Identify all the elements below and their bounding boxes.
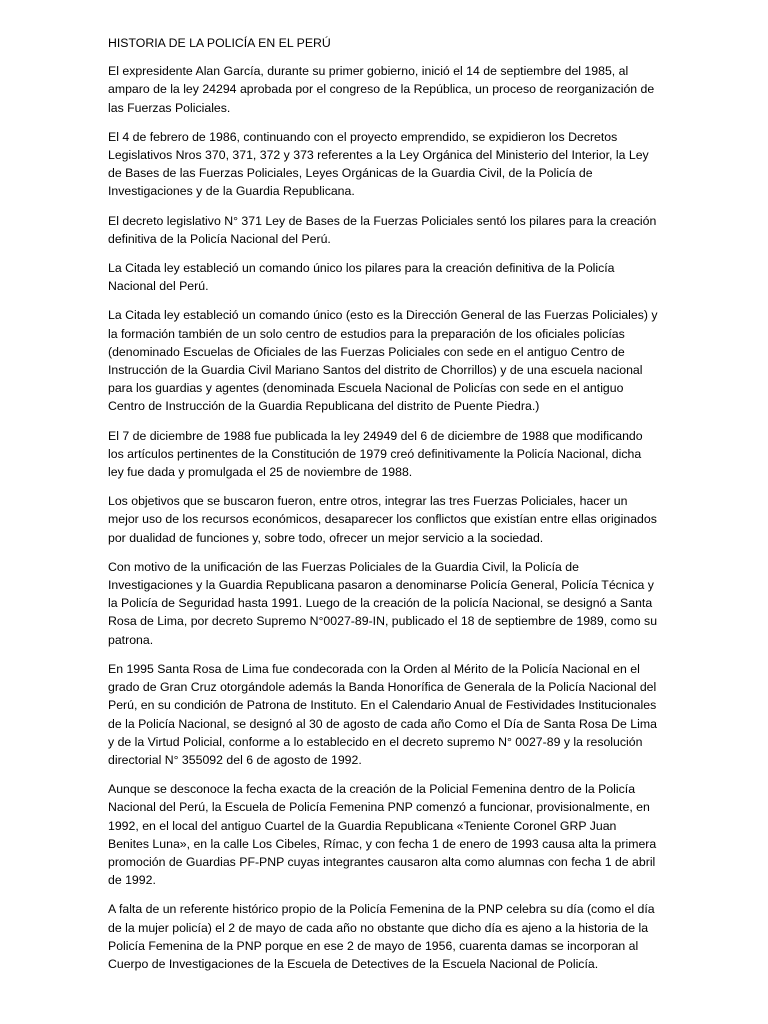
paragraph-9: En 1995 Santa Rosa de Lima fue condecorada con la Orden al Mérito de la Policía Nacional en el grado de Gran Cruz otorgándole además la Banda Honorífica de Generala de la Policía Nacional del Perú, en su condición de Patrona de Instituto. En el Calendario Anual de Festividades Institucionales de la Policía Nacional, se designó al 30 de agosto de cada año Como el Día de Santa Rosa De Lima y de la Virtud Policial, conforme a lo establecido en el decreto supremo N° 0027-89 y la resolución directorial N° 355092 del 6 de agosto de 1992. (108, 661, 657, 767)
paragraph-10: Aunque se desconoce la fecha exacta de la creación de la Policial Femenina dentro de la Policía Nacional del Perú, la Escuela de Policía Femenina PNP comenzó a funcionar, provisionalmente, en 1992, en el local del antiguo Cuartel de la Guardia Republicana «Teniente Coronel GRP Juan Benites Luna», en la calle Los Cibeles, Rímac, y con fecha 1 de enero de 1993 causa alta la primera promoción de Guardias PF-PNP cuyas integrantes causaron alta como alumnas con fecha 1 de abril de 1992. (108, 782, 657, 888)
paragraph-3: El decreto legislativo N° 371 Ley de Bases de la Fuerzas Policiales sentó los pilares para la creación definitiva de la Policía Nacional del Perú. (108, 213, 657, 246)
paragraph-1: El expresidente Alan García, durante su primer gobierno, inició el 14 de septiembre del 1985, al amparo de la ley 24294 aprobada por el congreso de la República, un proceso de reorganización de las Fuerzas Policiales. (108, 64, 655, 115)
paragraph-6: El 7 de diciembre de 1988 fue publicada la ley 24949 del 6 de diciembre de 1988 que modificando los artículos pertinentes de la Constitución de 1979 creó definitivamente la Policía Nacional, dicha ley fue dada y promulgada el 25 de noviembre de 1988. (108, 428, 643, 480)
paragraph-8: Con motivo de la unificación de las Fuerzas Policiales de la Guardia Civil, la Policía de Investigaciones y la Guardia Republicana pasaron a denominarse Policía General, Policía Técnica y la Policía de Seguridad hasta 1991. Luego de la creación de la policía Nacional, se designó a Santa Rosa de Lima, por decreto Supremo N°0027-89-IN, publicado el 18 de septiembre de 1989, como su patrona. (108, 559, 658, 647)
paragraph-7: Los objetivos que se buscaron fueron, entre otros, integrar las tres Fuerzas Policiales, hacer un mejor uso de los recursos económicos, desaparecer los conflictos que existían entre ellas originados por dualidad de funciones y, sobre todo, ofrecer un mejor servicio a la sociedad. (108, 494, 657, 545)
paragraph-5: La Citada ley estableció un comando único (esto es la Dirección General de las Fuerzas Policiales) y la formación también de un solo centro de estudios para la preparación de los oficiales policías (denominado Escuelas de Oficiales de las Fuerzas Policiales con sede en el antiguo Centro de Instrucción de la Guardia Civil Mariano Santos del distrito de Chorrillos) y de una escuela nacional para los guardias y agentes (denominada Escuela Nacional de Policías con sede en el antiguo Centro de Instrucción de la Guardia Republicana del distrito de Puente Piedra.) (108, 308, 658, 414)
paragraph-11: A falta de un referente histórico propio de la Policía Femenina de la PNP celebra su día (como el día de la mujer policía) el 2 de mayo de cada año no obstante que dicho día es ajeno a la historia de la Policía Femenina de la PNP porque en ese 2 de mayo de 1956, cuarenta damas se incorporan al Cuerpo de Investigaciones de la Escuela de Detectives de la Escuela Nacional de Policía. (108, 902, 655, 971)
paragraph-4: La Citada ley estableció un comando único los pilares para la creación definitiva de la Policía Nacional del Perú. (108, 261, 615, 294)
document-body (108, 34, 660, 984)
paragraph-2: El 4 de febrero de 1986, continuando con el proyecto emprendido, se expidieron los Decretos Legislativos Nros 370, 371, 372 y 373 referentes a la Ley Orgánica del Ministerio del Interior, la Ley de Bases de las Fuerzas Policiales, Leyes Orgánicas de la Guardia Civil, de la Policía de Investigaciones y de la Guardia Republicana. (108, 129, 649, 199)
document-title: HISTORIA DE LA POLICÍA EN EL PERÚ (108, 36, 331, 50)
